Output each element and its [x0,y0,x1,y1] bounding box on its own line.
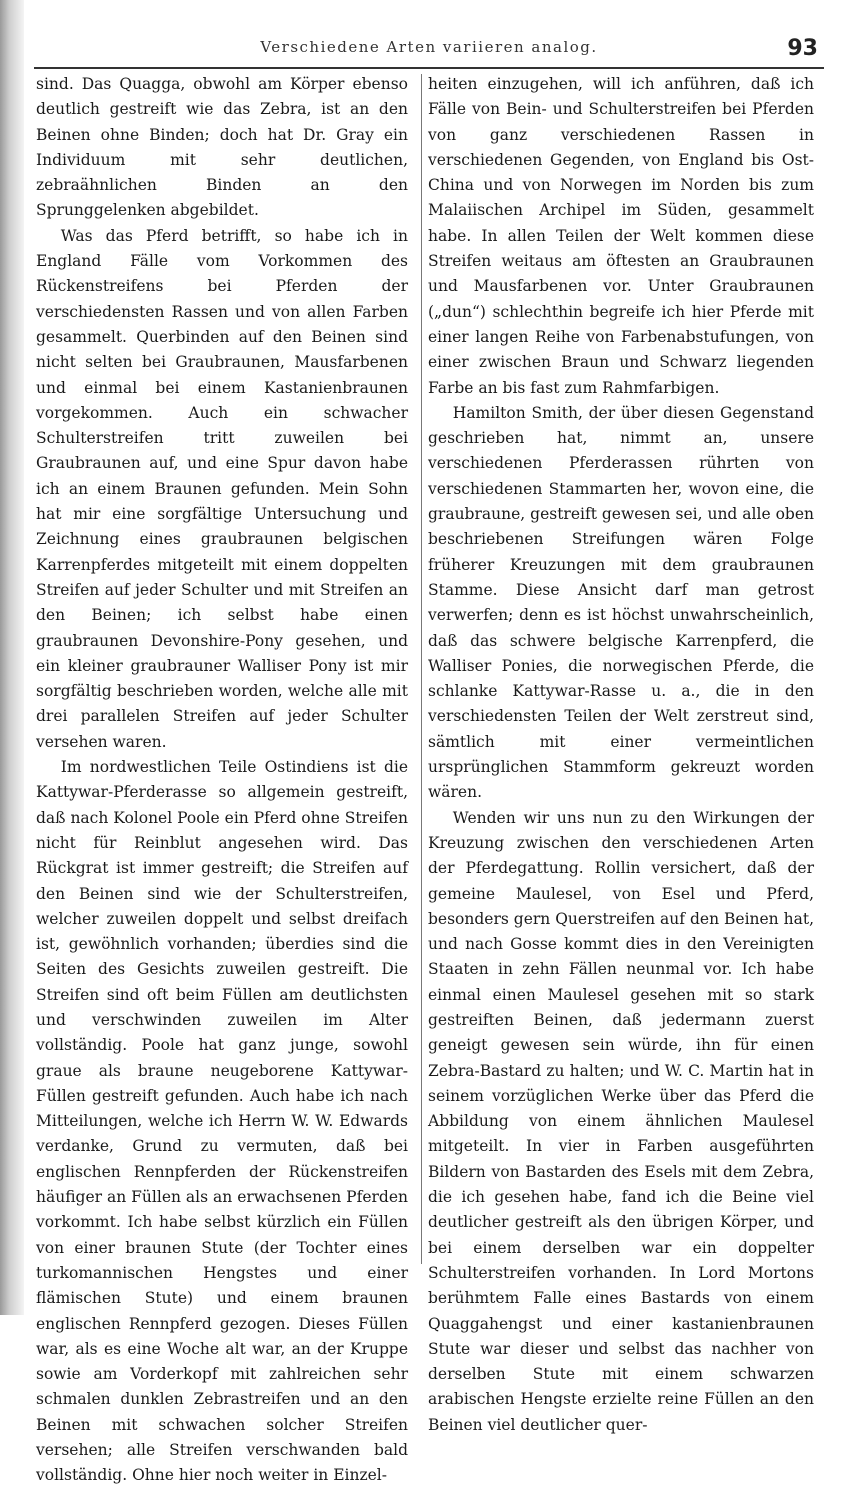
left-column [36,72,408,1485]
paragraph: Was das Pferd betrifft, so habe ich in England Fälle vom Vorkommen des Rückenstreifens bei Pferden der verschiedensten Rassen und von allen Farben gesammelt. Querbinden auf den Beinen sind nicht selten bei Graubraunen, Mausfarbenen und einmal bei einem Kastanienbraunen vorgekommen. Auch ein schwacher Schulterstreifen tritt zuweilen bei Graubraunen auf, und eine Spur davon habe ich an einem Braunen gefunden. Mein Sohn hat mir eine sorgfältige Untersuchung und Zeichnung eines graubraunen belgischen Karrenpferdes mitgeteilt mit einem doppelten Streifen auf jeder Schulter und mit Streifen an den Beinen; ich selbst habe einen graubraunen Devonshire-Pony gesehen, und ein kleiner graubrauner Walliser Pony ist mir sorgfältig beschrieben worden, welche alle mit drei parallelen Streifen auf jeder Schulter versehen waren. [36,226,408,751]
book-spine-shadow [0,0,24,1315]
paragraph: Wenden wir uns nun zu den Wirkungen der Kreuzung zwischen den verschiedenen Arten der Pferdegattung. Rollin versichert, daß der gemeine Maulesel, von Esel und Pferd, besonders gern Querstreifen auf den Beinen hat, und nach Gosse kommt dies in den Vereinigten Staaten in zehn Fällen neunmal vor. Ich habe einmal einen Maulesel gesehen mit so stark gestreiften Beinen, daß jedermann zuerst geneigt gewesen sein würde, ihn für einen Zebra-Bastard zu halten; und W. C. Martin hat in seinem vorzüglichen Werke über das Pferd die Abbildung von einem ähnlichen Maulesel mitgeteilt. In vier in Farben ausgeführten Bildern von Bastarden des Esels mit dem Zebra, die ich gesehen habe, fand ich die Beine viel deutlicher gestreift als den übrigen Körper, und bei einem derselben war ein doppelter Schulterstreifen vorhanden. In Lord Mortons berühmtem Falle eines Bastards von einem Quaggahengst und einer kastanienbraunen Stute war dieser und selbst das nachher von derselben Stute mit einem schwarzen arabischen Hengste erzielte reine Füllen an den Beinen viel deutlicher quer- [428,808,814,1434]
paragraph: sind. Das Quagga, obwohl am Körper ebenso deutlich gestreift wie das Zebra, ist an den Beinen ohne Binden; doch hat Dr. Gray ein Individuum mit sehr deutlichen, zebraähnlichen Binden an den Sprunggelenken abgebildet. [36,75,408,220]
paragraph: Hamilton Smith, der über diesen Gegenstand geschrieben hat, nimmt an, unsere verschiedenen Pferderassen rührten von verschiedenen Stammarten her, wovon eine, die graubraune, gestreift gewesen sei, und alle oben beschriebenen Streifungen wären Folge früherer Kreuzungen mit dem graubraunen Stamme. Diese Ansicht darf man getrost verwerfen; denn es ist höchst unwahrscheinlich, daß das schwere belgische Karrenpferd, die Walliser Ponies, die norwegischen Pferde, die schlanke Kattywar-Rasse u. a., die in den verschiedensten Teilen der Welt zerstreut sind, sämtlich mit einer vermeintlichen ursprünglichen Stammform gekreuzt worden wären. [428,403,814,802]
running-title: Verschiedene Arten variieren analog. [260,38,598,56]
right-column [428,72,814,1434]
column-divider [421,74,422,1264]
page-number: 93 [787,36,818,61]
paragraph: Im nordwestlichen Teile Ostindiens ist die Kattywar-Pferderasse so allgemein gestreift, daß nach Kolonel Poole ein Pferd ohne Streifen nicht für Reinblut angesehen wird. Das Rückgrat ist immer gestreift; die Streifen auf den Beinen sind wie der Schulterstreifen, welcher zuweilen doppelt und selbst dreifach ist, gewöhnlich vorhanden; überdies sind die Seiten des Gesichts zuweilen gestreift. Die Streifen sind oft beim Füllen am deutlichsten und verschwinden zuweilen im Alter vollständig. Poole hat ganz junge, sowohl graue als braune neugeborene Kattywar-Füllen gestreift gefunden. Auch habe ich nach Mitteilungen, welche ich Herrn W. W. Edwards verdanke, Grund zu vermuten, daß bei englischen Rennpferden der Rückenstreifen häufiger an Füllen als an erwachsenen Pferden vorkommt. Ich habe selbst kürzlich ein Füllen von einer braunen Stute (der Tochter eines turkomannischen Hengstes und einer flämischen Stute) und einem braunen englischen Rennpferd gezogen. Dieses Füllen war, als es eine Woche alt war, an der Kruppe sowie am Vorderkopf mit zahlreichen sehr schmalen dunklen Zebrastreifen und an den Beinen mit schwachen solcher Streifen versehen; alle Streifen verschwanden bald vollständig. Ohne hier noch weiter in Einzel- [36,758,408,1485]
paragraph: heiten einzugehen, will ich anführen, daß ich Fälle von Bein- und Schulterstreifen bei Pferden von ganz verschiedenen Rassen in verschiedenen Gegenden, von England bis Ost-China und von Norwegen im Norden bis zum Malaiischen Archipel im Süden, gesammelt habe. In allen Teilen der Welt kommen diese Streifen weitaus am öftesten an Graubraunen und Mausfarbenen vor. Unter Graubraunen („dun“) schlechthin begreife ich hier Pferde mit einer langen Reihe von Farbenabstufungen, von einer zwischen Braun und Schwarz liegenden Farbe an bis fast zum Rahmfarbigen. [428,75,814,397]
page-header [34,32,824,64]
header-rule [34,67,824,69]
